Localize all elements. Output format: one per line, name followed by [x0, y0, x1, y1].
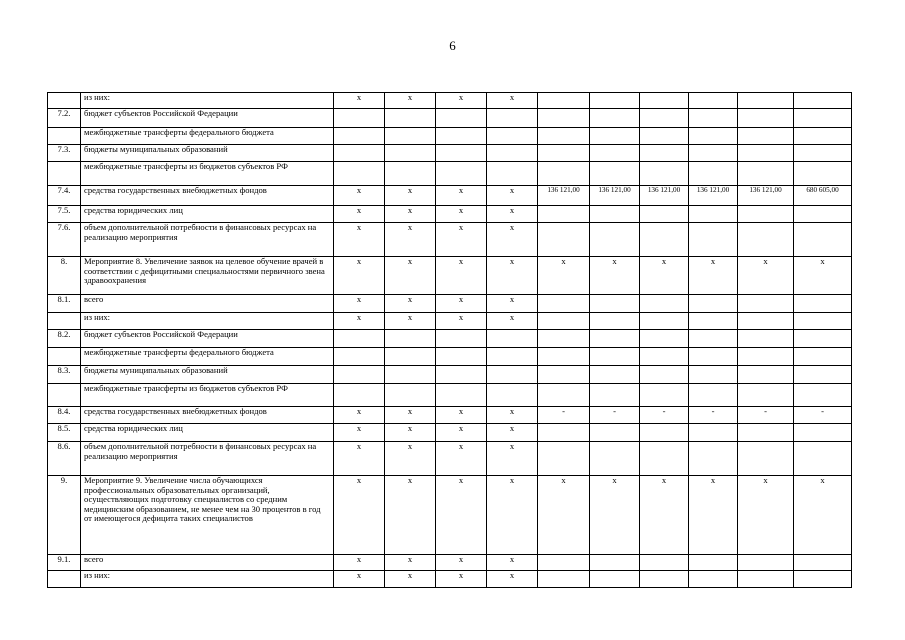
row-cell — [538, 295, 590, 313]
row-name: из них: — [81, 571, 334, 588]
row-name: бюджеты муниципальных образований — [81, 145, 334, 162]
row-cell: х — [436, 442, 487, 476]
row-cell: х — [385, 571, 436, 588]
table-row — [48, 366, 852, 384]
row-cell: х — [385, 424, 436, 442]
row-cell — [640, 366, 689, 384]
row-cell — [538, 348, 590, 366]
table-row — [48, 162, 852, 186]
row-cell — [590, 145, 640, 162]
row-cell: х — [487, 476, 538, 555]
row-cell — [590, 93, 640, 109]
row-cell — [794, 109, 852, 128]
row-cell: х — [334, 313, 385, 330]
row-cell — [794, 223, 852, 257]
row-cell: х — [487, 257, 538, 295]
row-cell — [794, 93, 852, 109]
row-cell — [334, 330, 385, 348]
row-cell — [590, 555, 640, 571]
row-cell — [640, 128, 689, 145]
row-cell — [738, 145, 794, 162]
row-cell — [794, 555, 852, 571]
row-cell: х — [334, 424, 385, 442]
row-cell — [385, 162, 436, 186]
row-number — [48, 93, 81, 109]
row-cell — [689, 366, 738, 384]
table-row — [48, 295, 852, 313]
row-cell: х — [385, 407, 436, 424]
row-cell — [385, 109, 436, 128]
budget-table — [47, 92, 852, 588]
table-row — [48, 348, 852, 366]
row-cell: х — [334, 206, 385, 223]
row-cell — [640, 348, 689, 366]
row-cell — [334, 145, 385, 162]
row-cell — [640, 162, 689, 186]
row-cell — [689, 348, 738, 366]
table-row — [48, 571, 852, 588]
row-cell: х — [334, 295, 385, 313]
row-cell — [334, 162, 385, 186]
row-cell — [538, 128, 590, 145]
row-cell — [794, 128, 852, 145]
row-cell — [640, 93, 689, 109]
row-number: 7.3. — [48, 145, 81, 162]
row-number: 8. — [48, 257, 81, 295]
row-cell — [794, 313, 852, 330]
table-row — [48, 442, 852, 476]
row-cell — [487, 366, 538, 384]
row-cell — [689, 93, 738, 109]
row-cell: х — [436, 257, 487, 295]
row-cell: х — [538, 476, 590, 555]
row-number: 8.5. — [48, 424, 81, 442]
row-cell: х — [385, 442, 436, 476]
table-row — [48, 128, 852, 145]
row-cell — [794, 348, 852, 366]
row-cell — [794, 571, 852, 588]
row-cell — [689, 295, 738, 313]
row-cell — [689, 206, 738, 223]
row-cell — [689, 162, 738, 186]
row-name: объем дополнительной потребности в финансовых ресурсах на реализацию мероприятия — [81, 223, 334, 257]
row-name: средства юридических лиц — [81, 424, 334, 442]
row-cell — [436, 128, 487, 145]
row-cell — [590, 206, 640, 223]
row-cell — [689, 384, 738, 407]
row-cell — [640, 223, 689, 257]
row-cell: х — [436, 555, 487, 571]
row-name: межбюджетные трансферты из бюджетов субъектов РФ — [81, 384, 334, 407]
row-cell — [640, 571, 689, 588]
row-cell — [738, 555, 794, 571]
row-cell — [794, 145, 852, 162]
row-cell — [487, 348, 538, 366]
table-row — [48, 424, 852, 442]
row-cell: х — [640, 257, 689, 295]
row-cell: х — [487, 93, 538, 109]
row-cell: 136 121,00 — [538, 186, 590, 206]
row-cell — [436, 162, 487, 186]
row-number: 9. — [48, 476, 81, 555]
row-cell: х — [334, 442, 385, 476]
row-cell — [689, 424, 738, 442]
row-cell — [385, 330, 436, 348]
row-cell — [590, 442, 640, 476]
row-cell: 136 121,00 — [689, 186, 738, 206]
row-number: 8.1. — [48, 295, 81, 313]
row-cell: 136 121,00 — [738, 186, 794, 206]
row-cell: х — [487, 442, 538, 476]
row-cell — [487, 330, 538, 348]
row-name: межбюджетные трансферты федерального бюджета — [81, 348, 334, 366]
table-row — [48, 109, 852, 128]
row-cell: - — [794, 407, 852, 424]
row-cell — [538, 330, 590, 348]
row-number: 7.6. — [48, 223, 81, 257]
row-cell: х — [487, 206, 538, 223]
row-cell — [538, 206, 590, 223]
row-cell: х — [334, 93, 385, 109]
row-cell: х — [487, 223, 538, 257]
row-number — [48, 348, 81, 366]
row-cell: х — [436, 206, 487, 223]
row-cell — [590, 313, 640, 330]
row-cell — [538, 109, 590, 128]
row-cell: х — [590, 257, 640, 295]
row-cell — [689, 555, 738, 571]
row-cell — [538, 442, 590, 476]
row-cell: х — [436, 186, 487, 206]
row-cell — [538, 424, 590, 442]
row-cell: х — [738, 476, 794, 555]
row-cell: х — [487, 555, 538, 571]
row-cell — [689, 442, 738, 476]
row-number — [48, 162, 81, 186]
row-cell: х — [436, 476, 487, 555]
table-row — [48, 330, 852, 348]
row-cell — [640, 145, 689, 162]
row-cell: 136 121,00 — [590, 186, 640, 206]
row-cell — [738, 442, 794, 476]
row-cell — [640, 555, 689, 571]
row-cell: х — [487, 313, 538, 330]
row-cell: х — [385, 186, 436, 206]
row-cell — [538, 571, 590, 588]
row-cell — [640, 206, 689, 223]
row-cell — [436, 109, 487, 128]
row-cell — [538, 366, 590, 384]
row-number: 7.2. — [48, 109, 81, 128]
row-name: всего — [81, 555, 334, 571]
row-name: средства юридических лиц — [81, 206, 334, 223]
page-number: 6 — [449, 38, 456, 53]
row-number: 7.4. — [48, 186, 81, 206]
row-cell — [738, 313, 794, 330]
row-cell — [794, 295, 852, 313]
row-cell — [538, 384, 590, 407]
row-cell — [590, 295, 640, 313]
row-cell — [538, 162, 590, 186]
row-cell: х — [334, 257, 385, 295]
row-cell — [590, 109, 640, 128]
row-name: средства государственных внебюджетных фондов — [81, 186, 334, 206]
row-cell — [590, 162, 640, 186]
row-cell: х — [738, 257, 794, 295]
row-number — [48, 571, 81, 588]
table-row — [48, 223, 852, 257]
row-cell — [538, 93, 590, 109]
row-cell: х — [334, 476, 385, 555]
row-cell: 136 121,00 — [640, 186, 689, 206]
row-name: бюджет субъектов Российской Федерации — [81, 109, 334, 128]
row-cell — [590, 384, 640, 407]
table-row — [48, 186, 852, 206]
row-cell — [738, 206, 794, 223]
row-cell — [738, 384, 794, 407]
row-name: Мероприятие 9. Увеличение числа обучающихся профессиональных образовательных организаций, осуществляющих подготовку специалистов со средним медицинским образованием, не менее чем на 30 процентов в год от имеющегося дефицита таких специалистов — [81, 476, 334, 555]
row-number: 8.6. — [48, 442, 81, 476]
row-cell: х — [436, 571, 487, 588]
row-cell: х — [640, 476, 689, 555]
row-cell: 680 605,00 — [794, 186, 852, 206]
row-cell — [738, 366, 794, 384]
row-cell — [385, 145, 436, 162]
row-cell — [436, 348, 487, 366]
row-cell — [738, 128, 794, 145]
row-cell: х — [487, 424, 538, 442]
row-name: из них: — [81, 93, 334, 109]
row-cell — [334, 366, 385, 384]
table-row — [48, 384, 852, 407]
table-row — [48, 407, 852, 424]
row-number: 8.2. — [48, 330, 81, 348]
row-cell: х — [538, 257, 590, 295]
row-cell: х — [436, 295, 487, 313]
row-cell — [590, 366, 640, 384]
row-cell — [689, 313, 738, 330]
row-cell — [436, 330, 487, 348]
row-cell — [689, 571, 738, 588]
row-cell — [590, 424, 640, 442]
row-cell — [334, 109, 385, 128]
row-cell — [590, 330, 640, 348]
row-cell: х — [487, 295, 538, 313]
row-name: бюджет субъектов Российской Федерации — [81, 330, 334, 348]
row-cell — [738, 162, 794, 186]
row-cell — [689, 109, 738, 128]
row-cell — [640, 330, 689, 348]
row-cell — [738, 571, 794, 588]
table-row — [48, 206, 852, 223]
row-cell: х — [590, 476, 640, 555]
table-row — [48, 93, 852, 109]
row-cell: х — [385, 476, 436, 555]
row-cell: х — [334, 186, 385, 206]
row-cell — [689, 223, 738, 257]
row-cell — [794, 366, 852, 384]
row-cell: х — [436, 313, 487, 330]
row-name: бюджеты муниципальных образований — [81, 366, 334, 384]
row-cell — [385, 384, 436, 407]
row-number: 8.3. — [48, 366, 81, 384]
row-cell — [538, 313, 590, 330]
row-cell — [385, 348, 436, 366]
row-cell — [794, 206, 852, 223]
table-body — [48, 93, 852, 588]
row-cell: х — [334, 407, 385, 424]
row-cell: х — [436, 93, 487, 109]
row-cell: х — [436, 407, 487, 424]
row-cell — [640, 384, 689, 407]
row-cell: х — [385, 206, 436, 223]
row-cell: х — [436, 223, 487, 257]
row-cell: х — [487, 571, 538, 588]
row-cell: х — [334, 555, 385, 571]
row-cell: х — [334, 571, 385, 588]
row-cell: - — [590, 407, 640, 424]
row-cell — [590, 571, 640, 588]
row-cell — [738, 424, 794, 442]
row-cell — [538, 223, 590, 257]
row-number — [48, 128, 81, 145]
row-cell — [794, 442, 852, 476]
row-cell — [738, 330, 794, 348]
row-cell — [590, 128, 640, 145]
row-number: 8.4. — [48, 407, 81, 424]
row-cell — [640, 109, 689, 128]
row-name: объем дополнительной потребности в финансовых ресурсах на реализацию мероприятия — [81, 442, 334, 476]
row-name: из них: — [81, 313, 334, 330]
row-cell — [385, 128, 436, 145]
table-row — [48, 257, 852, 295]
row-cell — [794, 384, 852, 407]
row-cell: х — [689, 257, 738, 295]
row-cell: х — [689, 476, 738, 555]
row-number — [48, 313, 81, 330]
row-cell — [334, 348, 385, 366]
row-cell — [590, 223, 640, 257]
row-cell — [640, 442, 689, 476]
row-cell: - — [640, 407, 689, 424]
row-number: 9.1. — [48, 555, 81, 571]
row-cell — [794, 424, 852, 442]
row-cell — [738, 223, 794, 257]
row-cell — [436, 384, 487, 407]
row-cell: х — [487, 186, 538, 206]
row-cell: х — [794, 476, 852, 555]
row-cell — [640, 313, 689, 330]
row-cell: х — [385, 555, 436, 571]
row-cell: - — [538, 407, 590, 424]
row-name: средства государственных внебюджетных фондов — [81, 407, 334, 424]
table-row — [48, 476, 852, 555]
row-cell — [538, 145, 590, 162]
row-number — [48, 384, 81, 407]
row-name: межбюджетные трансферты федерального бюджета — [81, 128, 334, 145]
row-cell: х — [385, 223, 436, 257]
row-cell — [436, 145, 487, 162]
row-number: 7.5. — [48, 206, 81, 223]
row-cell — [689, 128, 738, 145]
row-cell: х — [385, 313, 436, 330]
row-cell: х — [385, 295, 436, 313]
row-cell — [487, 162, 538, 186]
row-cell — [640, 295, 689, 313]
row-name: межбюджетные трансферты из бюджетов субъектов РФ — [81, 162, 334, 186]
row-cell — [689, 330, 738, 348]
row-cell: х — [794, 257, 852, 295]
row-cell: х — [385, 257, 436, 295]
row-cell — [738, 348, 794, 366]
row-cell: х — [436, 424, 487, 442]
row-cell — [487, 384, 538, 407]
row-cell — [590, 348, 640, 366]
row-cell — [487, 128, 538, 145]
row-cell — [640, 424, 689, 442]
row-cell — [689, 145, 738, 162]
row-cell — [738, 295, 794, 313]
row-cell: - — [738, 407, 794, 424]
row-cell — [385, 366, 436, 384]
row-cell — [334, 128, 385, 145]
row-cell — [487, 109, 538, 128]
row-cell — [436, 366, 487, 384]
row-cell — [334, 384, 385, 407]
row-name: всего — [81, 295, 334, 313]
table-row — [48, 555, 852, 571]
row-cell — [487, 145, 538, 162]
row-cell: х — [334, 223, 385, 257]
row-name: Мероприятие 8. Увеличение заявок на целевое обучение врачей в соответствии с дефицитными специальностями первичного звена здравоохранения — [81, 257, 334, 295]
row-cell: х — [385, 93, 436, 109]
row-cell — [794, 162, 852, 186]
row-cell: - — [689, 407, 738, 424]
table-row — [48, 313, 852, 330]
table-row — [48, 145, 852, 162]
row-cell — [794, 330, 852, 348]
row-cell: х — [487, 407, 538, 424]
row-cell — [738, 109, 794, 128]
row-cell — [738, 93, 794, 109]
row-cell — [538, 555, 590, 571]
